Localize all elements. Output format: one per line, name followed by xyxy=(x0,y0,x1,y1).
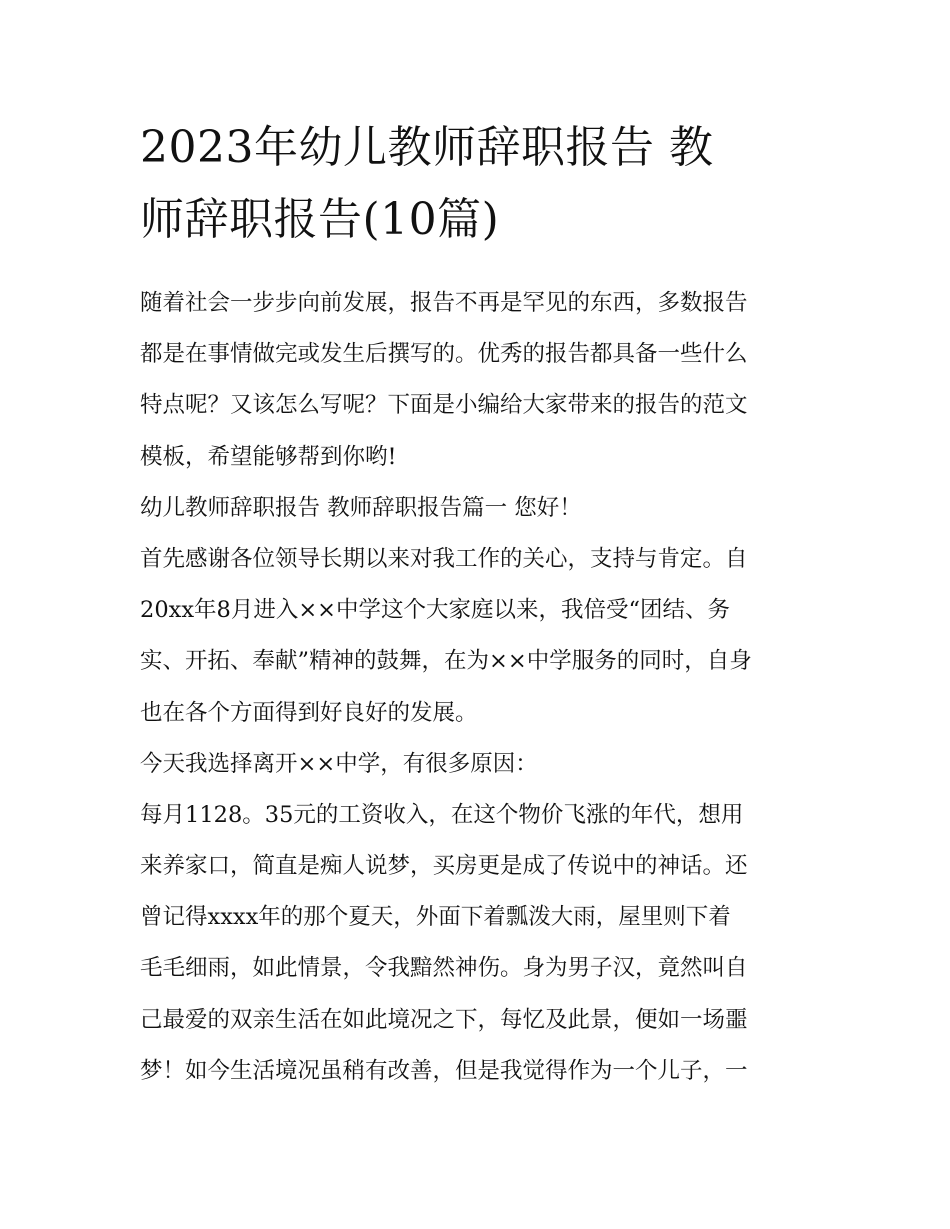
body-line: 也在各个方面得到好良好的发展。 xyxy=(140,699,478,726)
body-line: 随着社会一步步向前发展，报告不再是罕见的东西，多数报告 xyxy=(140,290,748,316)
body-line: 己最爱的双亲生活在如此境况之下，每忆及此景，便如一场噩 xyxy=(140,1006,748,1033)
body-line: 来养家口，简直是痴人说梦，买房更是成了传说中的神话。还 xyxy=(140,853,748,880)
body-line: 梦！如今生活境况虽稍有改善，但是我觉得作为一个儿子，一 xyxy=(140,1057,748,1084)
body-line: 实、开拓、奉献”精神的鼓舞，在为××中学服务的同时，自身 xyxy=(140,648,752,675)
body-line: 曾记得xxxx年的那个夏天，外面下着瓢泼大雨，屋里则下着 xyxy=(140,904,731,931)
body-line: 毛毛细雨，如此情景，令我黯然神伤。身为男子汉，竟然叫自 xyxy=(140,955,748,982)
body-line: 首先感谢各位领导长期以来对我工作的关心，支持与肯定。自 xyxy=(140,545,748,572)
title-line-1: 2023年幼儿教师辞职报告 教 xyxy=(140,122,714,173)
title-line-2: 师辞职报告(10篇) xyxy=(140,194,500,245)
body-line: 都是在事情做完或发生后撰写的。优秀的报告都具备一些什么 xyxy=(140,341,748,368)
document-body xyxy=(140,278,815,1097)
document-title xyxy=(140,112,820,256)
body-line: 每月1128。35元的工资收入，在这个物价飞涨的年代，想用 xyxy=(140,801,744,828)
section-heading-line: 幼儿教师辞职报告 教师辞职报告篇一 您好！ xyxy=(140,494,582,521)
body-line: 20xx年8月进入××中学这个大家庭以来，我倍受“团结、务 xyxy=(140,597,731,624)
body-line: 模板，希望能够帮到你哟! xyxy=(140,443,397,470)
body-line: 特点呢？又该怎么写呢？下面是小编给大家带来的报告的范文 xyxy=(140,392,748,419)
body-line: 今天我选择离开××中学，有很多原因： xyxy=(140,750,538,777)
